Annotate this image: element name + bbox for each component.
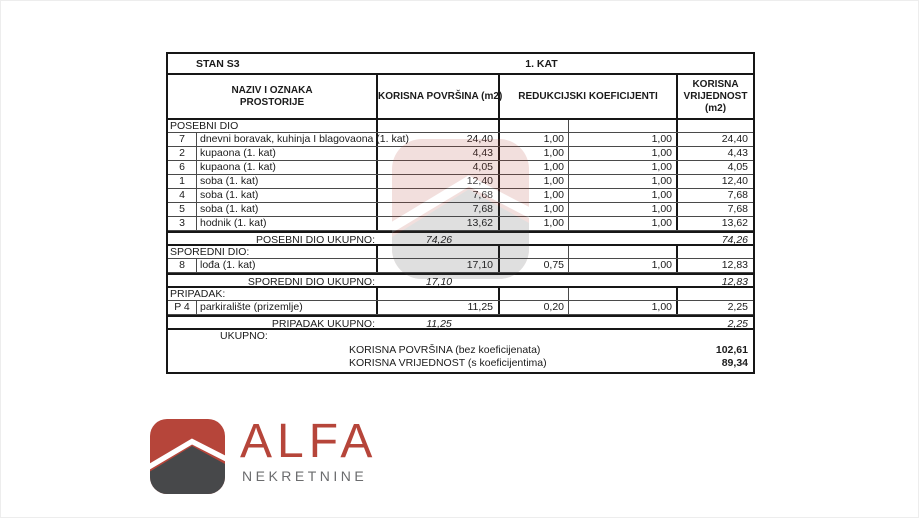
col-header-area: KORISNA POVRŠINA (m2) (378, 75, 500, 118)
section-header-posebni-dio: POSEBNI DIO (168, 120, 753, 133)
summary-value-row: KORISNA VRIJEDNOST (s koeficijentima) 89,34 (349, 357, 748, 369)
table-row: 8 lođa (1. kat) 17,10 0,75 1,00 12,83 (168, 259, 753, 273)
col-header-coefficients: REDUKCIJSKI KOEFICIJENTI (500, 75, 678, 118)
table-row: 3 hodnik (1. kat) 13,62 1,00 1,00 13,62 (168, 217, 753, 231)
table-row: 2 kupaona (1. kat) 4,43 1,00 1,00 4,43 (168, 147, 753, 161)
table-row: 4 soba (1. kat) 7,68 1,00 1,00 7,68 (168, 189, 753, 203)
col-header-name: NAZIV I OZNAKA PROSTORIJE (168, 75, 378, 118)
area-calculation-table (166, 52, 755, 374)
table-title-row (168, 54, 753, 75)
table-row: 7 dnevni boravak, kuhinja I blagovaona (1. kat) 24,40 1,00 1,00 24,40 (168, 133, 753, 147)
logo-brand-text: ALFA (240, 415, 378, 468)
floor-label: 1. KAT (525, 58, 558, 70)
table-header-row (168, 75, 753, 120)
subtotal-pripadak: PRIPADAK UKUPNO: 11,25 2,25 (168, 315, 753, 330)
table-row: P 4 parkiralište (prizemlje) 11,25 0,20 1,00 2,25 (168, 301, 753, 315)
table-row: 1 soba (1. kat) 12,40 1,00 1,00 12,40 (168, 175, 753, 189)
subtotal-sporedni-dio: SPOREDNI DIO UKUPNO: 17,10 12,83 (168, 273, 753, 288)
section-header-sporedni-dio: SPOREDNI DIO: (168, 246, 753, 259)
apartment-id: STAN S3 (196, 58, 240, 70)
logo-subtitle-text: NEKRETNINE (242, 468, 368, 484)
summary-title-row: UKUPNO: (220, 330, 268, 342)
summary-area-row: KORISNA POVRŠINA (bez koeficijenata) 102,61 (349, 344, 748, 356)
table-row: 6 kupaona (1. kat) 4,05 1,00 1,00 4,05 (168, 161, 753, 175)
col-header-value: KORISNA VRIJEDNOST (m2) (683, 78, 748, 114)
table-row: 5 soba (1. kat) 7,68 1,00 1,00 7,68 (168, 203, 753, 217)
section-header-pripadak: PRIPADAK: (168, 288, 753, 301)
alfa-logo-icon (150, 419, 225, 494)
subtotal-posebni-dio: POSEBNI DIO UKUPNO: 74,26 74,26 (168, 231, 753, 246)
